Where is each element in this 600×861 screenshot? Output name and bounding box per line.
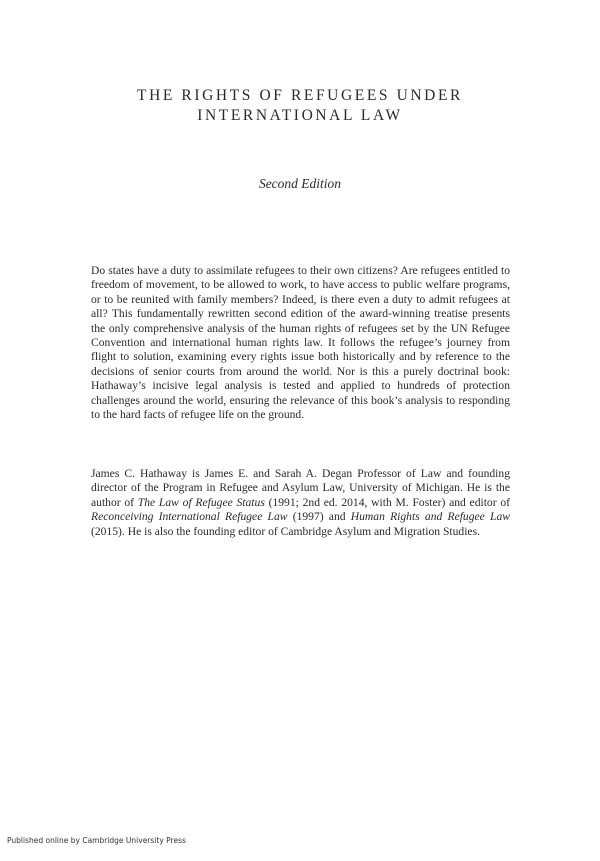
author-bio-text: James C. Hathaway is James E. and Sarah A. Degan Professor of Law and founding director of the Program in Refugee and Asylum Law, University of Michigan. He is the author of (91, 467, 510, 509)
author-bio-text: (2015). He is also the founding editor of Cambridge Asylum and Migration Studies. (91, 524, 480, 538)
author-bio-text: (1991; 2nd ed. 2014, with M. Foster) and editor of (264, 495, 510, 509)
book-title-italic: The Law of Refugee Status (137, 495, 265, 509)
author-bio-text: (1997) and (287, 510, 351, 524)
book-description: Do states have a duty to assimilate refugees to their own citizens? Are refugees entitled to freedom of movement, to be allowed to work, to have access to public welfare programs, or to be reunited with family members? Indeed, is there even a duty to admit refugees at all? This fundamentally rewritten second edition of the award-winning treatise presents the only comprehensive analysis of the human rights of refugees set by the UN Refugee Convention and international human rights law. It follows the refugee’s journey from flight to solution, examining every rights issue both historically and by reference to the decisions of senior courts from around the world. Nor is this a purely doctrinal book: Hathaway’s incisive legal analysis is tested and applied to hundreds of protection challenges around the world, ensuring the relevance of this book’s analysis to responding to the hard facts of refugee life on the ground. (91, 264, 510, 422)
book-title-line-1: THE RIGHTS OF REFUGEES UNDER (137, 87, 463, 104)
book-title-italic: Reconceiving International Refugee Law (91, 510, 288, 524)
publisher-footer: Published online by Cambridge University Press (7, 836, 186, 845)
book-title-line-2: INTERNATIONAL LAW (197, 107, 403, 124)
author-bio (91, 467, 510, 539)
edition-label: Second Edition (258, 176, 342, 191)
book-title-italic: Human Rights and Refugee Law (350, 510, 510, 524)
book-title (0, 86, 600, 126)
